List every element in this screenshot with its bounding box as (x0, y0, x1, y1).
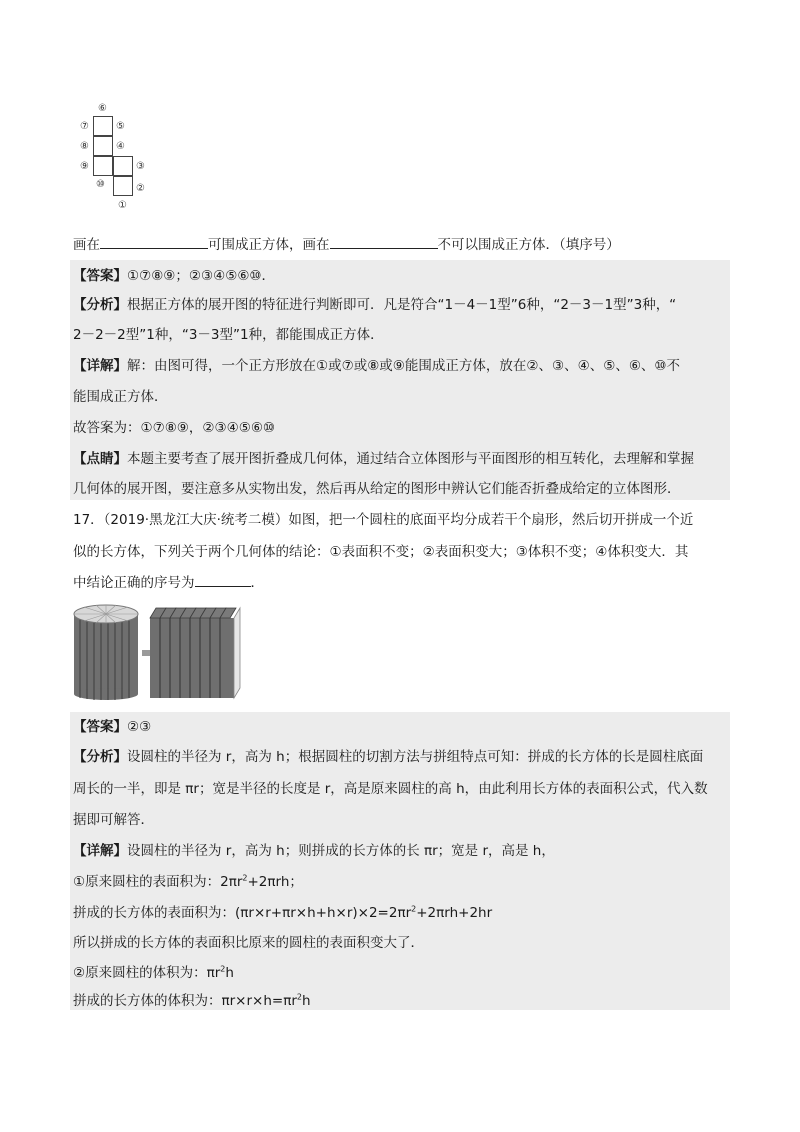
q17-cylinder-volume: ②原来圆柱的体积为：$\pi r^2h$ (73, 964, 234, 981)
q17-stem-3: 中结论正确的序号为 ． (73, 575, 264, 591)
q17-cuboid-surface: 拼成的长方体的表面积为：$(\pi r\times r+\pi r\times h+h\times r)\times 2=2\pi r^2+2\pi rh+2hr$ (73, 904, 493, 921)
q17-stem-2: 似的长方体，下列关于两个几何体的结论：①表面积不变；②表面积变大；③体积不变；④体积变大．其 (73, 544, 689, 560)
q16-comment-cont: 几何体的展开图，要注意多从实物出发，然后再从给定的图形中辨认它们能否折叠成给定的立体图形． (73, 481, 681, 497)
q17-analysis: 【分析】设圆柱的半径为 r，高为 h；根据圆柱的切割方法与拼组特点可知：拼成的长方体的长是圆柱底面 (73, 749, 704, 765)
net-label: ⑧ (80, 141, 89, 152)
q16-answer-line: 故答案为：①⑦⑧⑨，②③④⑤⑥⑩ (73, 420, 276, 436)
net-label: ② (136, 183, 145, 194)
q16-comment: 【点睛】本题主要考查了展开图折叠成几何体，通过结合立体图形与平面图形的相互转化，去理解和掌握 (73, 451, 694, 467)
net-label: ⑩ (96, 179, 105, 190)
q17-surface-conclusion: 所以拼成的长方体的表面积比原来的圆柱的表面积变大了． (73, 935, 424, 951)
answer-blank (330, 236, 438, 249)
net-label: ⑥ (98, 103, 107, 114)
q16-answer: 【答案】①⑦⑧⑨；②③④⑤⑥⑩． (73, 268, 276, 284)
q17-cylinder-surface: ①原来圆柱的表面积为：$2\pi r^2+2\pi rh$； (73, 873, 303, 890)
q16-analysis-cont: 2－2－2型”1种，“3－3型”1种，都能围成正方体． (73, 327, 384, 343)
net-square (113, 176, 133, 196)
net-square (93, 116, 113, 136)
q16-analysis: 【分析】根据正方体的展开图的特征进行判断即可．凡是符合“1－4－1型”6种，“2－3－1型”3种，“ (73, 297, 677, 313)
net-label: ① (118, 200, 127, 211)
net-label: ③ (136, 161, 145, 172)
q17-answer: 【答案】②③ (73, 719, 152, 735)
net-square (113, 156, 133, 176)
q16-detail: 【详解】解：由图可得，一个正方形放在①或⑦或⑧或⑨能围成正方体，放在②、③、④、⑤、⑥、⑩不 (73, 358, 681, 374)
q17-stem-1: 17．（2019·黑龙江大庆·统考二模）如图，把一个圆柱的底面平均分成若干个扇形，然后切开拼成一个近 (73, 512, 694, 528)
net-label: ④ (116, 141, 125, 152)
q17-cuboid-volume: 拼成的长方体的体积为：$\pi r\times r\times h=\pi r^2h$ (73, 992, 311, 1009)
q17-analysis-cont2: 据即可解答． (73, 812, 154, 828)
q17-analysis-cont: 周长的一半，即是 πr；宽是半径的长度是 r，高是原来圆柱的高 h，由此利用长方体的表面积公式，代入数 (73, 781, 708, 797)
net-label: ⑤ (116, 121, 125, 132)
answer-blank (195, 574, 251, 587)
cuboid-illustration (150, 608, 240, 698)
q16-stem: 画在 可围成正方体，画在 不可以围成正方体．（填序号） (73, 237, 620, 253)
answer-blank (100, 236, 208, 249)
q16-detail-cont: 能围成正方体． (73, 389, 168, 405)
net-label: ⑦ (80, 121, 89, 132)
net-label: ⑨ (80, 161, 89, 172)
net-square (93, 156, 113, 176)
cylinder-illustration (74, 605, 138, 700)
net-square (93, 136, 113, 156)
q17-detail: 【详解】设圆柱的半径为 r，高为 h；则拼成的长方体的长 πr；宽是 r，高是 h， (73, 843, 555, 859)
cylinder-cuboid-figure (70, 602, 250, 702)
